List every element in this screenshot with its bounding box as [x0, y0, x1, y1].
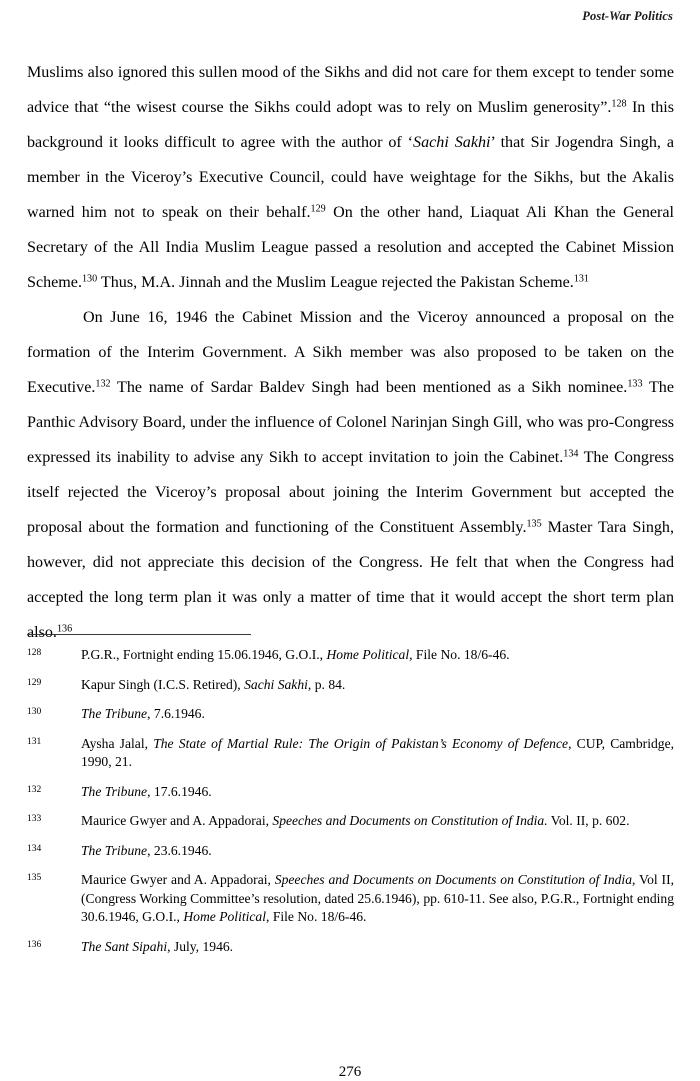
footnote-text	[81, 783, 674, 802]
text-run: Aysha Jalal,	[81, 735, 154, 751]
text-run: Maurice Gwyer and A. Appadorai,	[81, 813, 273, 828]
body-paragraph	[27, 55, 674, 300]
footnote-number: 135	[27, 873, 42, 883]
italic-run: The Sant Sipahi	[81, 938, 168, 954]
footnote-reference-marker: 130	[81, 273, 98, 285]
footnote-reference-marker: 136	[56, 623, 73, 635]
footnote-number: 134	[27, 843, 42, 854]
footnote-entry	[27, 735, 674, 772]
italic-run: The Tribune	[81, 842, 148, 858]
footnote-text	[81, 938, 674, 957]
footnote-entry	[27, 705, 674, 724]
footnote-number: 132	[27, 784, 42, 795]
footnote-entry	[27, 871, 674, 927]
text-run: , p. 84.	[307, 676, 346, 692]
footnote-entry	[27, 938, 674, 957]
italic-run: Home Political	[183, 909, 267, 924]
italic-run: Sachi Sakhi	[244, 676, 308, 692]
body-paragraph-list	[27, 55, 674, 650]
footnote-reference-marker: 131	[573, 273, 589, 285]
footnote-text	[81, 646, 674, 665]
footnote-number: 131	[27, 736, 42, 747]
footnote-entry	[27, 783, 674, 802]
footnote-text	[81, 735, 674, 772]
text-run: , July, 1946.	[167, 938, 234, 954]
footnote-entry	[27, 842, 674, 861]
italic-run: Home Political,	[326, 647, 413, 662]
footnote-number: 133	[27, 814, 42, 824]
text-run: File No. 18/6-46.	[412, 647, 510, 662]
text-run: The Panthic Advisory Board, under the influence of Colonel Narinjan Singh Gill, who was pro-Congress expressed its inability to advise any Sikh to accept invitation to join the Cabinet.	[27, 379, 674, 466]
italic-run: Sachi Sakhi	[413, 134, 491, 151]
text-run: , Vol II, (Congress Working Committee’s resolution, dated 25.6.1946), pp. 610-11. See also, P.G.R., Fortnight ending 30.6.1946, G.O.I.,	[81, 872, 674, 924]
footnote-reference-marker: 132	[95, 378, 111, 390]
running-header: Post-War Politics	[582, 9, 673, 23]
text-run: , 17.6.1946.	[147, 783, 212, 799]
footnote-reference-marker: 134	[563, 448, 579, 460]
footnote-text	[81, 705, 674, 724]
footnote-text	[81, 812, 674, 831]
text-run: Maurice Gwyer and A. Appadorai,	[81, 872, 275, 887]
footnote-reference-marker: 128	[611, 98, 627, 110]
footnote-reference-marker: 133	[627, 378, 643, 390]
text-run: Muslims also ignored this sullen mood of the Sikhs and did not care for them except to tender some advice that “the wisest course the Sikhs could adopt was to rely on Muslim generosity”.	[27, 64, 674, 116]
footnote-text	[81, 842, 674, 861]
footnote-number: 129	[27, 677, 42, 688]
body-paragraph	[27, 300, 674, 650]
italic-run: The Tribune	[81, 783, 148, 799]
text-run: On the other hand, Liaquat Ali Khan the General Secretary of the All India Muslim League passed a resolution and accepted the Cabinet Mission Scheme.	[27, 204, 674, 291]
text-run: In this background it looks difficult to agree with the author of ‘	[27, 99, 674, 151]
text-run: , File No. 18/6-46.	[266, 909, 367, 924]
text-run: ’ that Sir Jogendra Singh, a member in the Viceroy’s Executive Council, could have weightage for the Sikhs, but the Akalis warned him not to speak on their behalf.	[27, 134, 674, 221]
italic-run: Speeches and Documents on Documents on Constitution of India	[274, 872, 632, 887]
page-number: 276	[338, 1064, 362, 1080]
text-run: The Congress itself rejected the Viceroy’s proposal about joining the Interim Government but accepted the proposal about the formation and functioning of the Constituent Assembly.	[27, 449, 674, 536]
footnote-reference-marker: 135	[526, 518, 542, 530]
text-run: Vol. II, p. 602.	[547, 813, 630, 828]
footnote-entry	[27, 676, 674, 695]
text-run: P.G.R., Fortnight ending 15.06.1946, G.O.I.,	[81, 647, 327, 662]
footnote-entry	[27, 646, 674, 665]
footnote-reference-marker: 129	[310, 203, 326, 215]
text-run: , CUP, Cambridge, 1990, 21.	[81, 735, 674, 769]
footnote-area	[27, 634, 674, 967]
text-run: Master Tara Singh, however, did not appreciate this decision of the Congress. He felt that when the Congress had accepted the long term plan it was only a matter of time that it would accept the short term plan also.	[27, 519, 674, 641]
italic-run: The State of Martial Rule: The Origin of Pakistan’s Economy of Defence	[153, 735, 569, 751]
footnote-number: 136	[27, 939, 42, 950]
text-run: On June 16, 1946 the Cabinet Mission and the Viceroy announced a proposal on the formation of the Interim Government. A Sikh member was also proposed to be taken on the Executive.	[27, 309, 674, 396]
italic-run: Speeches and Documents on Constitution of India.	[272, 813, 548, 828]
text-run: , 23.6.1946.	[147, 842, 212, 858]
footnote-list	[27, 646, 674, 956]
body-text-block	[27, 55, 674, 650]
footnote-separator-rule	[27, 634, 251, 635]
text-run: , 7.6.1946.	[147, 706, 205, 721]
italic-run: The Tribune	[81, 706, 148, 721]
footnote-text	[81, 871, 674, 927]
footnote-number: 130	[27, 707, 42, 717]
footnote-text	[81, 676, 674, 695]
text-run: Kapur Singh (I.C.S. Retired),	[81, 676, 245, 692]
text-run: Thus, M.A. Jinnah and the Muslim League rejected the Pakistan Scheme.	[97, 274, 574, 291]
footnote-number: 128	[27, 648, 42, 658]
footnote-entry	[27, 812, 674, 831]
text-run: The name of Sardar Baldev Singh had been mentioned as a Sikh nominee.	[110, 379, 628, 396]
